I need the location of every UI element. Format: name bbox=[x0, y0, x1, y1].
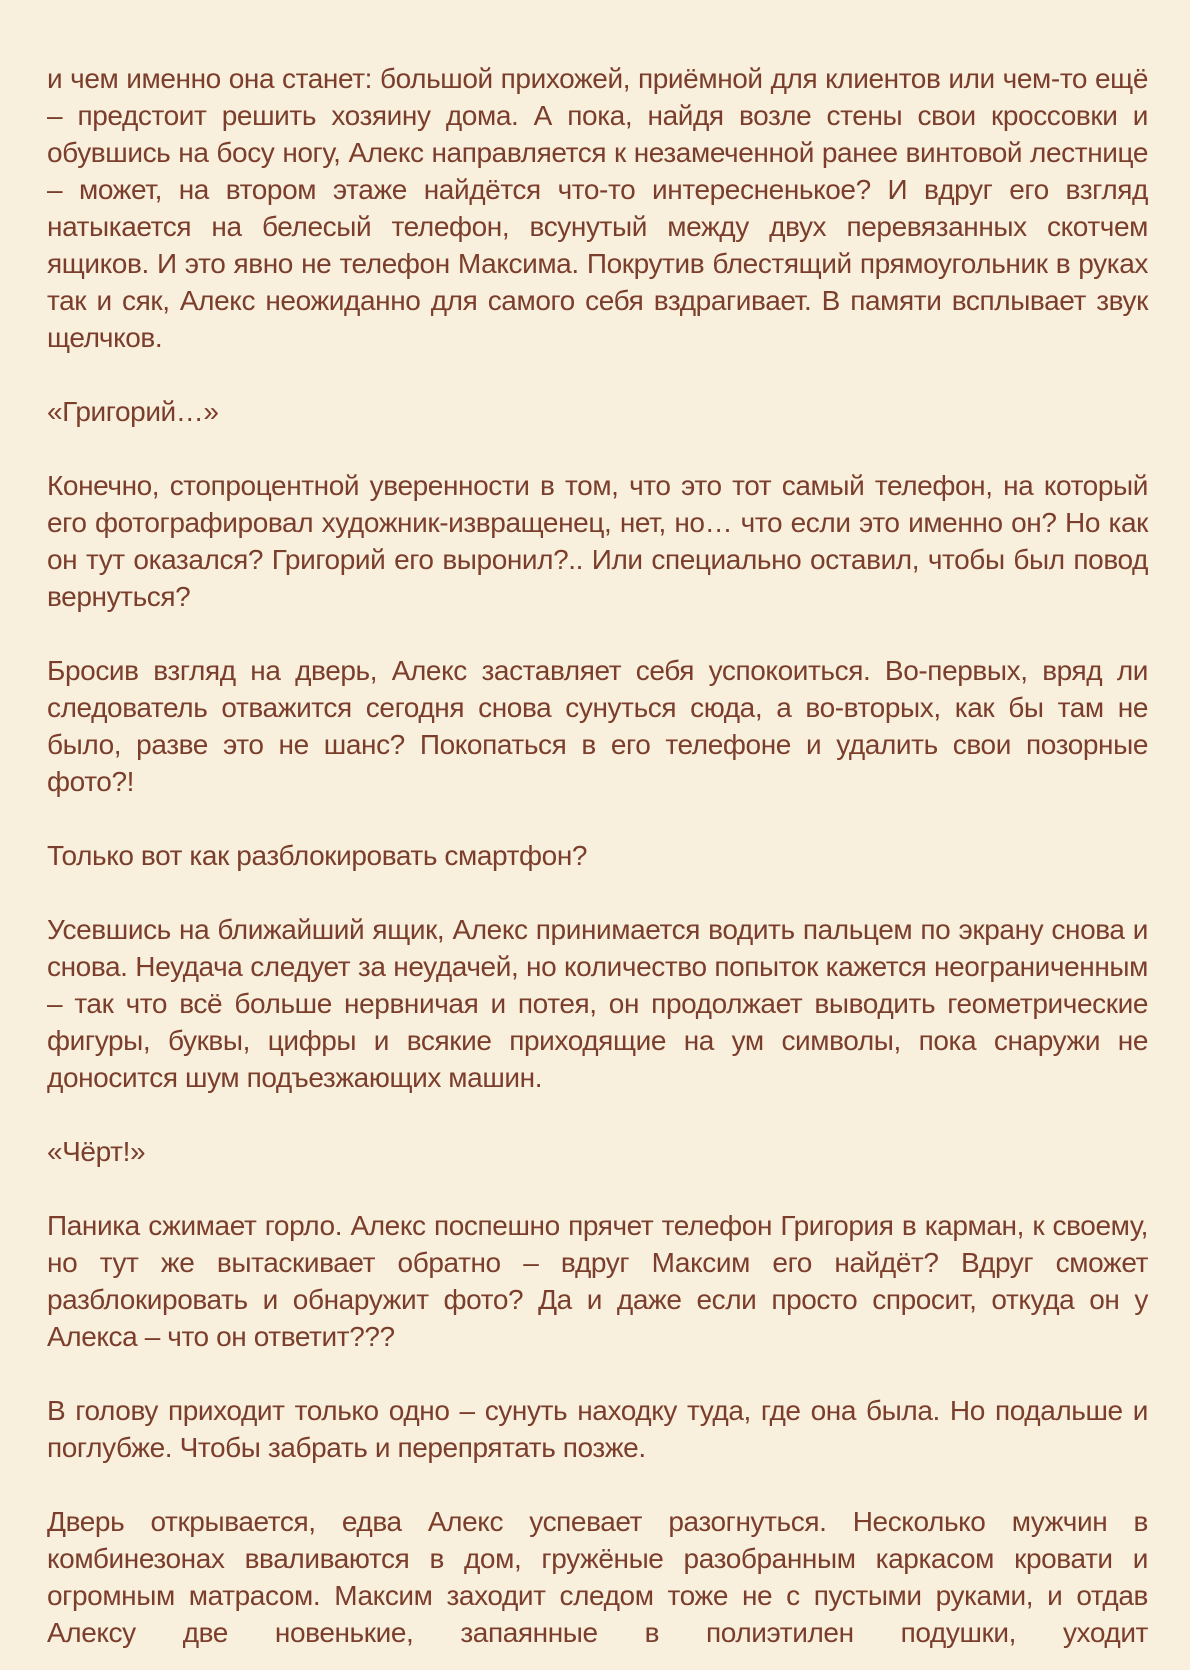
paragraph-8: Паника сжимает горло. Алекс поспешно прячет телефон Григория в карман, к своему, но тут же вытаскивает обратно – вдруг Максим его найдёт? Вдруг сможет разблокировать и обнаружит фото? Да и даже если просто спросит, откуда он у Алекса – что он ответит??? bbox=[47, 1210, 1148, 1352]
paragraph-3: Конечно, стопроцентной уверенности в том, что это тот самый телефон, на который его фотографировал художник-извращенец, нет, но… что если это именно он? Но как он тут оказался? Григорий его выронил?.. Или специально оставил, чтобы был повод вернуться? bbox=[47, 470, 1148, 612]
paragraph-1: и чем именно она станет: большой прихожей, приёмной для клиентов или чем-то ещё – предстоит решить хозяину дома. А пока, найдя возле стены свои кроссовки и обувшись на босу ногу, Алекс направляется к незамеченной ранее винтовой лестнице – может, на втором этаже найдётся что-то интересненькое? И вдруг его взгляд натыкается на белесый телефон, всунутый между двух перевязанных скотчем ящиков. И это явно не телефон Максима. Покрутив блестящий прямоугольник в руках так и сяк, Алекс неожиданно для самого себя вздрагивает. В памяти всплывает звук щелчков. bbox=[47, 63, 1148, 353]
paragraph-5: Только вот как разблокировать смартфон? bbox=[47, 840, 588, 871]
paragraph-6: Усевшись на ближайший ящик, Алекс принимается водить пальцем по экрану снова и снова. Неудача следует за неудачей, но количество попыток кажется неограниченным – так что всё больше нервничая и потея, он продолжает выводить геометрические фигуры, буквы, цифры и всякие приходящие на ум символы, пока снаружи не доносится шум подъезжающих машин. bbox=[47, 914, 1148, 1093]
paragraph-2-dialogue: «Григорий…» bbox=[47, 396, 219, 427]
paragraph-10-cut-off: Дверь открывается, едва Алекс успевает разогнуться. Несколько мужчин в комбинезонах вваливаются в дом, гружёные разобранным каркасом кровати и огромным матрасом. Максим заходит следом тоже не с пустыми руками, и отдав Алексу две новенькие, запаянные в полиэтилен подушки, уходит bbox=[47, 1506, 1148, 1648]
paragraph-9: В голову приходит только одно – сунуть находку туда, где она была. Но подальше и поглубже. Чтобы забрать и перепрятать позже. bbox=[47, 1395, 1148, 1463]
paragraph-4: Бросив взгляд на дверь, Алекс заставляет себя успокоиться. Во-первых, вряд ли следователь отважится сегодня снова сунуться сюда, а во-вторых, как бы там не было, разве это не шанс? Покопаться в его телефоне и удалить свои позорные фото?! bbox=[47, 655, 1148, 797]
paragraph-7-dialogue: «Чёрт!» bbox=[47, 1136, 146, 1167]
